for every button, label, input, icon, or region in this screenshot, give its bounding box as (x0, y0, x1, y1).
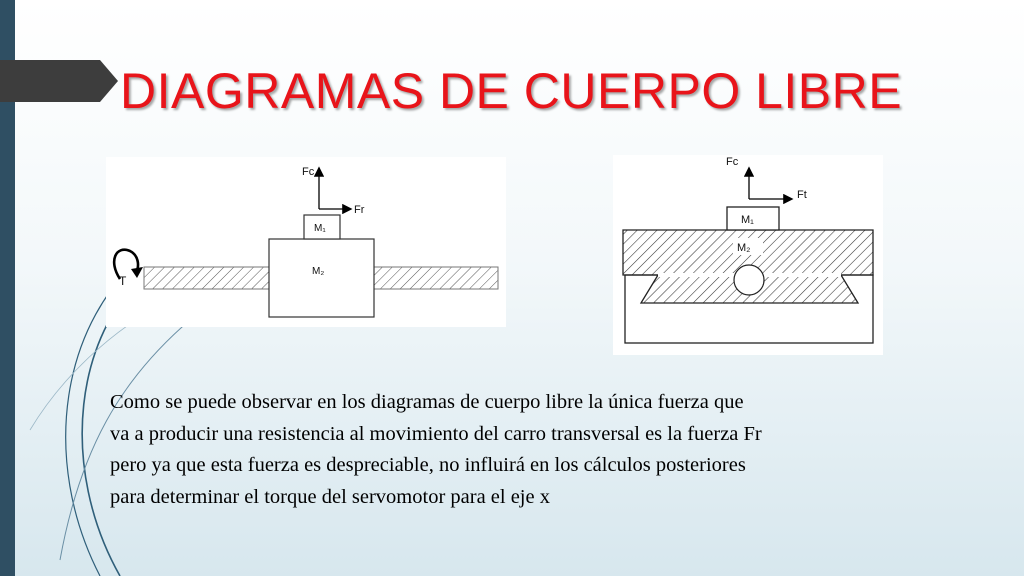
explanation-paragraph (110, 387, 930, 513)
label-fr: Fr (354, 204, 365, 216)
label-torque: T (119, 274, 127, 288)
right-rail (374, 267, 498, 289)
label-fc-right: Fc (726, 156, 739, 168)
slide-title: DIAGRAMAS DE CUERPO LIBRE (120, 63, 903, 119)
free-body-diagram-side (106, 157, 506, 327)
label-m1-right: M₁ (741, 214, 754, 226)
label-m1: M₁ (314, 223, 326, 234)
label-m2: M₂ (312, 266, 325, 277)
left-rail (144, 267, 270, 289)
paragraph-line: para determinar el torque del servomotor para el eje x (110, 485, 550, 508)
label-m2-right: M₂ (737, 242, 751, 254)
paragraph-line: va a producir una resistencia al movimiento del carro transversal es la fuerza Fr (110, 422, 762, 445)
paragraph-line: pero ya que esta fuerza es despreciable, no influirá en los cálculos posteriores (110, 454, 746, 476)
guide-shaft-hole (734, 265, 764, 295)
mass-m2-block (269, 239, 374, 317)
label-fc: Fc (302, 166, 315, 178)
label-ft-right: Ft (797, 189, 807, 201)
free-body-diagram-section (613, 155, 883, 355)
title-tab-shape (0, 60, 118, 102)
paragraph-line: Como se puede observar en los diagramas de cuerpo libre la única fuerza que (110, 391, 744, 413)
